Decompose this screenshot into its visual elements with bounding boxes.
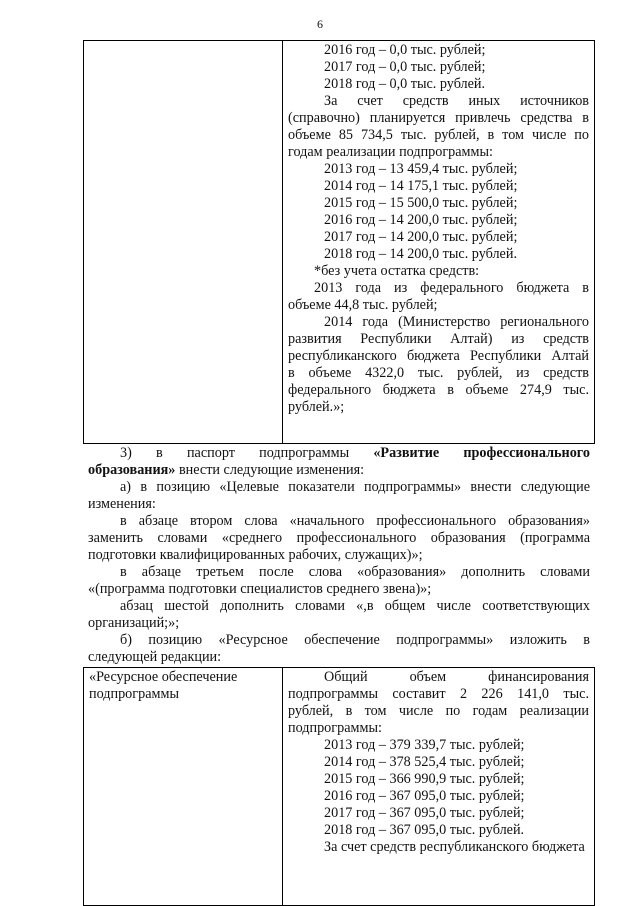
paragraph-line: «(программа подготовки специалистов среднего звена)»; [88,581,432,597]
passport-table-continuation [83,40,595,444]
funding-line: федерального бюджета в объеме 274,9 тыс. [288,382,589,398]
funding-line: 2016 год – 0,0 тыс. рублей; [324,42,486,58]
paragraph-line: б) позицию «Ресурсное обеспечение подпрограммы» изложить в [120,632,590,648]
resource-provision-table [83,667,595,906]
paragraph-line: абзац шестой дополнить словами «,в общем числе соответствующих [120,598,590,614]
funding-line: развития Республики Алтай) из средств [288,331,589,347]
funding-line: (справочно) планируется привлечь средства в [288,110,589,126]
funding-line: 2015 год – 15 500,0 тыс. рублей; [324,195,518,211]
funding-line: За счет средств иных источников [324,93,589,109]
paragraph-line: образования» внести следующие изменения: [88,462,365,478]
funding-line: 2017 год – 367 095,0 тыс. рублей; [324,805,525,821]
funding-line: 2014 год – 14 175,1 тыс. рублей; [324,178,518,194]
funding-line: Общий объем финансирования [324,669,589,685]
table1-left-cell [84,41,283,444]
funding-line: 2014 год – 378 525,4 тыс. рублей; [324,754,525,770]
paragraph-line: следующей редакции: [88,649,222,665]
funding-line: 2013 год – 13 459,4 тыс. рублей; [324,161,518,177]
funding-line: 2018 год – 367 095,0 тыс. рублей. [324,822,525,838]
funding-line: в объеме 4322,0 тыс. рублей, из средств [288,365,589,381]
funding-line: объеме 85 734,5 тыс. рублей, в том числе по [288,127,589,143]
funding-line: 2013 год – 379 339,7 тыс. рублей; [324,737,525,753]
table2-right-cell [283,668,595,906]
funding-line: 2016 год – 14 200,0 тыс. рублей; [324,212,518,228]
table1-right-cell [283,41,595,444]
table2-left-cell [84,668,283,906]
funding-line: подпрограммы составит 2 226 141,0 тыс. [288,686,589,702]
paragraph-line: в абзаце третьем после слова «образования» дополнить словами [120,564,590,580]
paragraph-line: подготовки квалифицированных рабочих, служащих)»; [88,547,423,563]
funding-line: 2016 год – 367 095,0 тыс. рублей; [324,788,525,804]
paragraph-line: а) в позицию «Целевые показатели подпрограммы» внести следующие [120,479,590,495]
paragraph-line: в абзаце втором слова «начального профессионального образования» [120,513,590,529]
paragraph-line: 3) в паспорт подпрограммы «Развитие профессионального [120,445,590,461]
paragraph-line: организаций;»; [88,615,180,631]
position-title: подпрограммы [89,686,179,702]
amendments-text [88,445,590,666]
funding-line: объеме 44,8 тыс. рублей; [288,297,438,313]
funding-line: рублей, в том числе по годам реализации [288,703,589,719]
funding-line: рублей.»; [288,399,345,415]
funding-line: 2014 года (Министерство регионального [324,314,589,330]
funding-line: 2017 год – 14 200,0 тыс. рублей; [324,229,518,245]
funding-line: 2015 год – 366 990,9 тыс. рублей; [324,771,525,787]
paragraph-line: заменить словами «среднего профессионального образования (программа [88,530,590,546]
funding-line: 2018 год – 0,0 тыс. рублей. [324,76,486,92]
page-number: 6 [317,17,323,31]
paragraph-line: изменения: [88,496,156,512]
funding-line: годам реализации подпрограммы: [288,144,493,160]
position-title: «Ресурсное обеспечение [89,669,238,685]
funding-line: подпрограммы: [288,720,382,736]
funding-line: *без учета остатка средств: [314,263,480,279]
funding-line: 2013 года из федерального бюджета в [314,280,589,296]
funding-line: 2017 год – 0,0 тыс. рублей; [324,59,486,75]
funding-line: За счет средств республиканского бюджета [324,839,585,855]
funding-line: 2018 год – 14 200,0 тыс. рублей. [324,246,517,262]
funding-line: республиканского бюджета Республики Алтай [288,348,589,364]
